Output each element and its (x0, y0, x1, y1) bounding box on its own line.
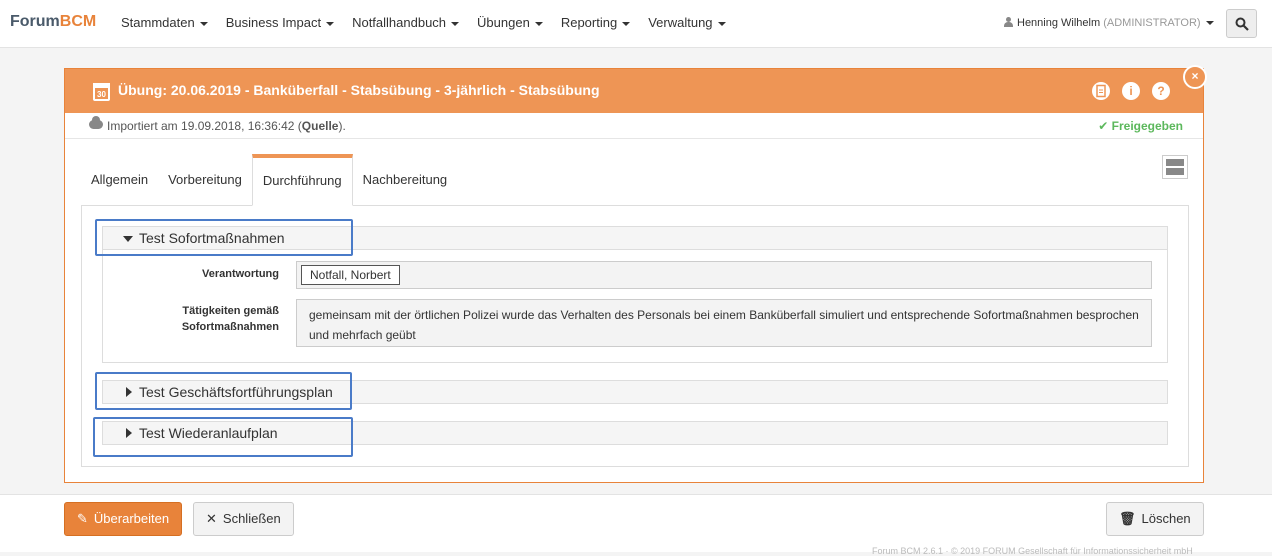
brand-main: Forum (10, 13, 60, 30)
label-line-2: Sofortmaßnahmen (181, 321, 279, 333)
nav-item-reporting[interactable] (552, 0, 639, 48)
info-icon[interactable]: i (1122, 82, 1140, 100)
section-body-sofortmassnahmen (102, 250, 1168, 363)
nav-label: Verwaltung (648, 15, 713, 30)
delete-label: Löschen (1141, 511, 1191, 526)
import-info-suffix: ). (338, 119, 346, 133)
copyright-text: Forum BCM 2.6.1 · © 2019 FORUM Gesellschaft für Informationssicherheit mbH (872, 546, 1193, 556)
top-navbar (0, 0, 1272, 48)
brand-logo[interactable] (10, 13, 96, 31)
section-title: Test Wiederanlaufplan (139, 425, 278, 441)
footer-bar (0, 494, 1272, 556)
edit-icon: ✎ (77, 511, 88, 526)
nav-label: Business Impact (225, 15, 322, 30)
nav-item-uebungen[interactable] (468, 0, 552, 48)
close-button[interactable] (193, 502, 294, 536)
section-title: Test Geschäftsfortführungsplan (139, 384, 333, 400)
times-icon: ✕ (206, 511, 217, 526)
nav-label: Stammdaten (121, 15, 195, 30)
field-label-taetigkeiten (182, 303, 279, 335)
panel-title: Übung: 20.06.2019 - Banküberfall - Stabsübung - 3-jährlich - Stabsübung (118, 82, 600, 98)
user-menu[interactable] (1004, 0, 1214, 46)
caret-down-icon (622, 22, 630, 26)
delete-button[interactable] (1106, 502, 1204, 536)
panel-header (65, 69, 1203, 113)
tab-allgemein[interactable]: Allgemein (91, 172, 149, 187)
nav-blank-area (948, 5, 988, 39)
nav-item-business-impact[interactable] (217, 0, 343, 48)
nav-label: Übungen (477, 15, 530, 30)
highlight-box-sofortmassnahmen (95, 219, 353, 256)
status-badge: ✔ Freigegeben (1098, 119, 1183, 133)
nav-item-stammdaten[interactable] (112, 0, 217, 48)
close-icon[interactable]: × (1183, 65, 1207, 89)
tab-bar (81, 154, 457, 206)
trash-icon: 🗑 (1119, 511, 1136, 526)
edit-label: Überarbeiten (93, 511, 170, 526)
search-button[interactable] (1226, 9, 1257, 38)
person-tag[interactable]: Notfall, Norbert (301, 265, 400, 285)
brand-accent: BCM (59, 13, 97, 30)
highlight-box-geschaeftsfortfuehrungsplan (95, 372, 352, 410)
user-icon (1004, 17, 1013, 27)
import-info (107, 119, 346, 133)
label-line-1: Tätigkeiten gemäß (182, 305, 279, 317)
tab-nachbereitung[interactable]: Nachbereitung (362, 172, 448, 187)
edit-button[interactable] (64, 502, 182, 536)
caret-down-icon (1206, 21, 1214, 25)
highlight-box-wiederanlaufplan (93, 417, 353, 457)
caret-down-icon (451, 22, 459, 26)
help-icon[interactable]: ? (1152, 82, 1170, 100)
nav-label: Notfallhandbuch (352, 15, 447, 30)
field-taetigkeiten (296, 299, 1152, 347)
calendar-icon (93, 83, 110, 101)
tab-durchfuehrung[interactable]: Durchführung (252, 154, 353, 206)
pdf-icon[interactable] (1092, 82, 1110, 100)
user-role: (ADMINISTRATOR) (1103, 17, 1201, 29)
layout-bar-top (1166, 159, 1184, 166)
caret-down-icon (326, 22, 334, 26)
user-name: Henning Wilhelm (1017, 17, 1101, 29)
search-icon (1235, 17, 1249, 31)
tab-vorbereitung[interactable]: Vorbereitung (168, 172, 242, 187)
source-link[interactable]: Quelle (301, 119, 339, 133)
calendar-day: 30 (97, 90, 106, 99)
meta-bar (65, 113, 1203, 139)
taetigkeiten-text: gemeinsam mit der örtlichen Polizei wurde das Verhalten des Personals bei einem Banküberfall simuliert und entsprechende Sofortmaßnahmen besprochen und mehrfach geübt (309, 308, 1139, 342)
caret-down-icon (535, 22, 543, 26)
field-label-verantwortung: Verantwortung (201, 268, 279, 280)
cloud-download-icon (89, 120, 103, 129)
close-label: Schließen (222, 511, 281, 526)
import-info-text: Importiert am 19.09.2018, 16:36:42 ( (107, 119, 302, 133)
layout-bar-bottom (1166, 168, 1184, 175)
field-verantwortung (296, 261, 1152, 289)
section-title: Test Sofortmaßnahmen (139, 230, 285, 246)
caret-down-icon (200, 22, 208, 26)
nav-item-verwaltung[interactable] (639, 0, 734, 48)
main-nav (112, 0, 735, 48)
nav-label: Reporting (560, 15, 618, 30)
layout-toggle-button[interactable] (1162, 155, 1188, 179)
nav-item-notfallhandbuch[interactable] (343, 0, 468, 48)
caret-down-icon (718, 22, 726, 26)
